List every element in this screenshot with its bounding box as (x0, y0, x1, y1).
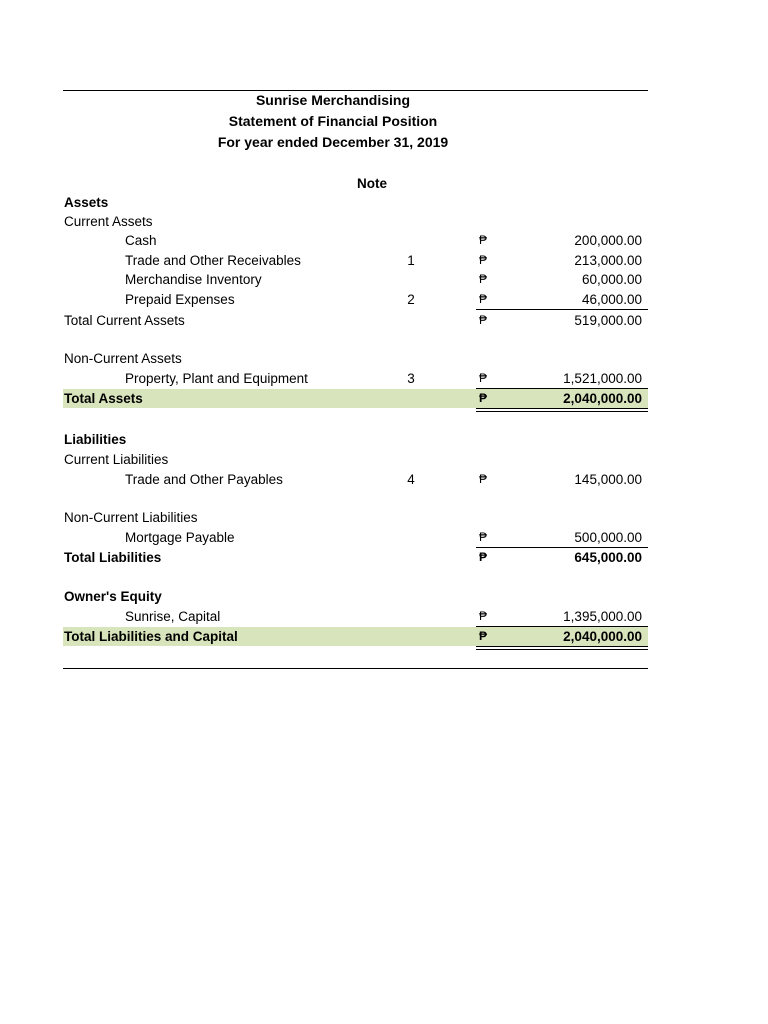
current-liabilities-heading-row (63, 450, 648, 469)
payables-note: 4 (407, 472, 415, 487)
currency-symbol: ₱ (479, 272, 488, 286)
receivables-amount: 213,000.00 (574, 253, 642, 268)
company-name: Sunrise Merchandising (255, 92, 411, 108)
capital-label: Sunrise, Capital (125, 609, 221, 624)
currency-symbol: ₱ (479, 313, 488, 327)
non-current-liabilities-heading-row (63, 508, 648, 527)
currency-symbol: ₱ (479, 530, 488, 544)
total-current-assets-amount: 519,000.00 (574, 313, 642, 328)
non-current-assets-heading-row (63, 349, 648, 368)
total-liabilities-capital-amount: 2,040,000.00 (563, 629, 642, 644)
prepaid-label: Prepaid Expenses (125, 292, 235, 307)
receivables-row (63, 251, 648, 270)
current-assets-heading-row (63, 212, 648, 231)
prepaid-note: 2 (407, 292, 415, 307)
liabilities-heading-row (63, 430, 648, 449)
non-current-assets-heading: Non-Current Assets (64, 351, 182, 366)
inventory-label: Merchandise Inventory (125, 272, 262, 287)
total-double-underline (476, 408, 648, 412)
cash-row (63, 231, 648, 250)
cash-amount: 200,000.00 (574, 233, 642, 248)
total-double-underline (476, 646, 648, 650)
currency-symbol: ₱ (479, 550, 488, 564)
assets-heading: Assets (64, 195, 109, 210)
total-assets-label: Total Assets (64, 391, 143, 406)
assets-heading-row (63, 193, 648, 212)
total-liabilities-capital-label: Total Liabilities and Capital (64, 629, 238, 644)
mortgage-label: Mortgage Payable (125, 530, 235, 545)
inventory-row (63, 270, 648, 289)
currency-symbol: ₱ (479, 253, 488, 267)
ppe-row (63, 369, 648, 388)
payables-label: Trade and Other Payables (125, 472, 283, 487)
current-liabilities-heading: Current Liabilities (64, 452, 169, 467)
total-liabilities-amount: 645,000.00 (574, 550, 642, 565)
currency-symbol: ₱ (479, 292, 488, 306)
currency-symbol: ₱ (479, 371, 488, 385)
cash-label: Cash (125, 233, 157, 248)
owners-equity-heading: Owner's Equity (64, 589, 162, 604)
currency-symbol: ₱ (479, 472, 488, 486)
note-column-header: Note (357, 176, 387, 191)
ppe-label: Property, Plant and Equipment (125, 371, 308, 386)
currency-symbol: ₱ (479, 391, 488, 405)
total-liabilities-label: Total Liabilities (64, 550, 162, 565)
total-current-assets-row (63, 311, 648, 330)
currency-symbol: ₱ (479, 609, 488, 623)
top-border (63, 90, 648, 91)
statement-period: For year ended December 31, 2019 (217, 134, 449, 150)
total-assets-row (63, 389, 648, 408)
non-current-liabilities-heading: Non-Current Liabilities (64, 510, 198, 525)
receivables-label: Trade and Other Receivables (125, 253, 301, 268)
total-current-assets-label: Total Current Assets (64, 313, 185, 328)
bottom-border (63, 668, 648, 669)
owners-equity-heading-row (63, 587, 648, 606)
currency-symbol: ₱ (479, 233, 488, 247)
current-assets-heading: Current Assets (64, 214, 153, 229)
ppe-note: 3 (407, 371, 415, 386)
mortgage-amount: 500,000.00 (574, 530, 642, 545)
payables-amount: 145,000.00 (574, 472, 642, 487)
total-liabilities-row (63, 548, 648, 567)
receivables-note: 1 (407, 253, 415, 268)
capital-row (63, 607, 648, 626)
liabilities-heading: Liabilities (64, 432, 127, 447)
total-liabilities-capital-row (63, 627, 648, 646)
subtotal-underline (476, 309, 648, 310)
capital-amount: 1,395,000.00 (563, 609, 642, 624)
inventory-amount: 60,000.00 (581, 272, 642, 287)
total-assets-amount: 2,040,000.00 (563, 391, 642, 406)
mortgage-row (63, 528, 648, 547)
payables-row (63, 470, 648, 489)
ppe-amount: 1,521,000.00 (563, 371, 642, 386)
prepaid-row (63, 290, 648, 309)
currency-symbol: ₱ (479, 629, 488, 643)
statement-title: Statement of Financial Position (228, 113, 438, 129)
prepaid-amount: 46,000.00 (581, 292, 642, 307)
